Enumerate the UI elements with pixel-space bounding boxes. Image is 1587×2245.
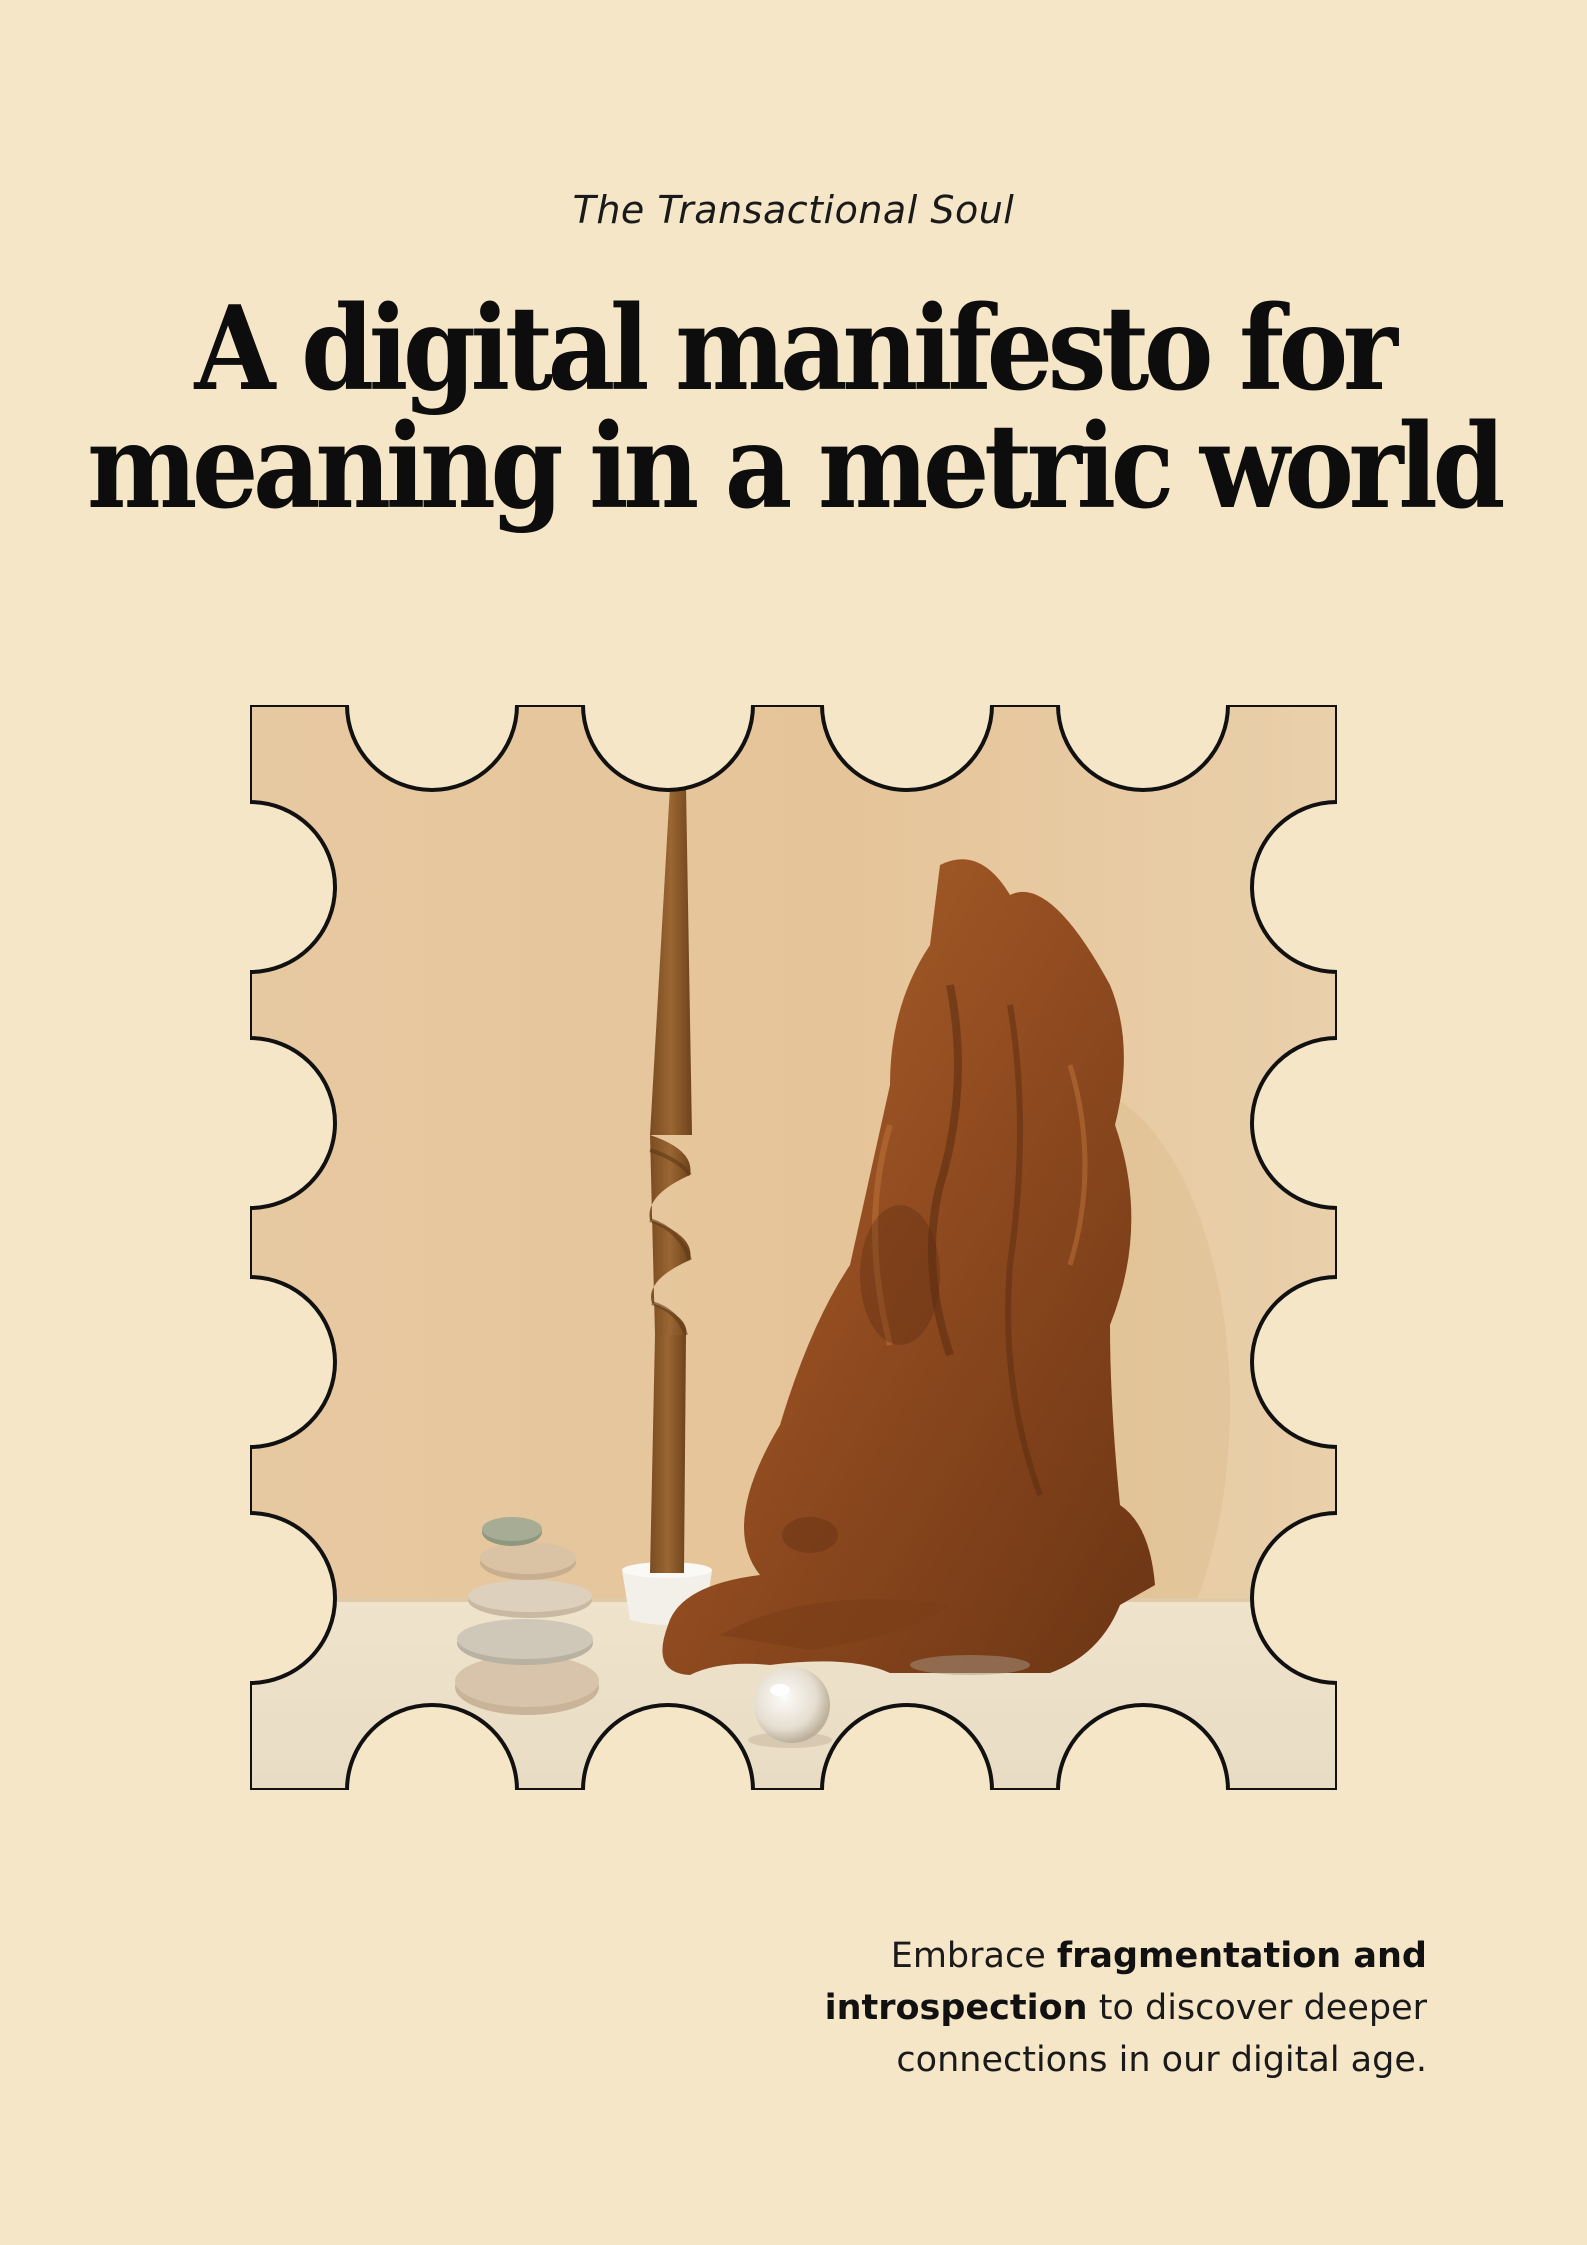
document-subtitle: The Transactional Soul — [572, 188, 1015, 232]
document-headline — [79, 281, 1507, 535]
headline-line-2: meaning in a metric world — [86, 399, 1501, 535]
tagline-suffix: to discover deeper connections in our digital age. — [896, 1988, 1427, 2080]
headline-line-1: A digital manifesto for — [194, 281, 1393, 417]
still-life-photo — [250, 705, 1337, 1790]
tagline-prefix: Embrace — [890, 1936, 1057, 1976]
tagline-bold: fragmentation and introspection — [824, 1936, 1427, 2028]
tagline — [707, 1930, 1427, 2086]
stamp-framed-photo — [250, 705, 1337, 1790]
